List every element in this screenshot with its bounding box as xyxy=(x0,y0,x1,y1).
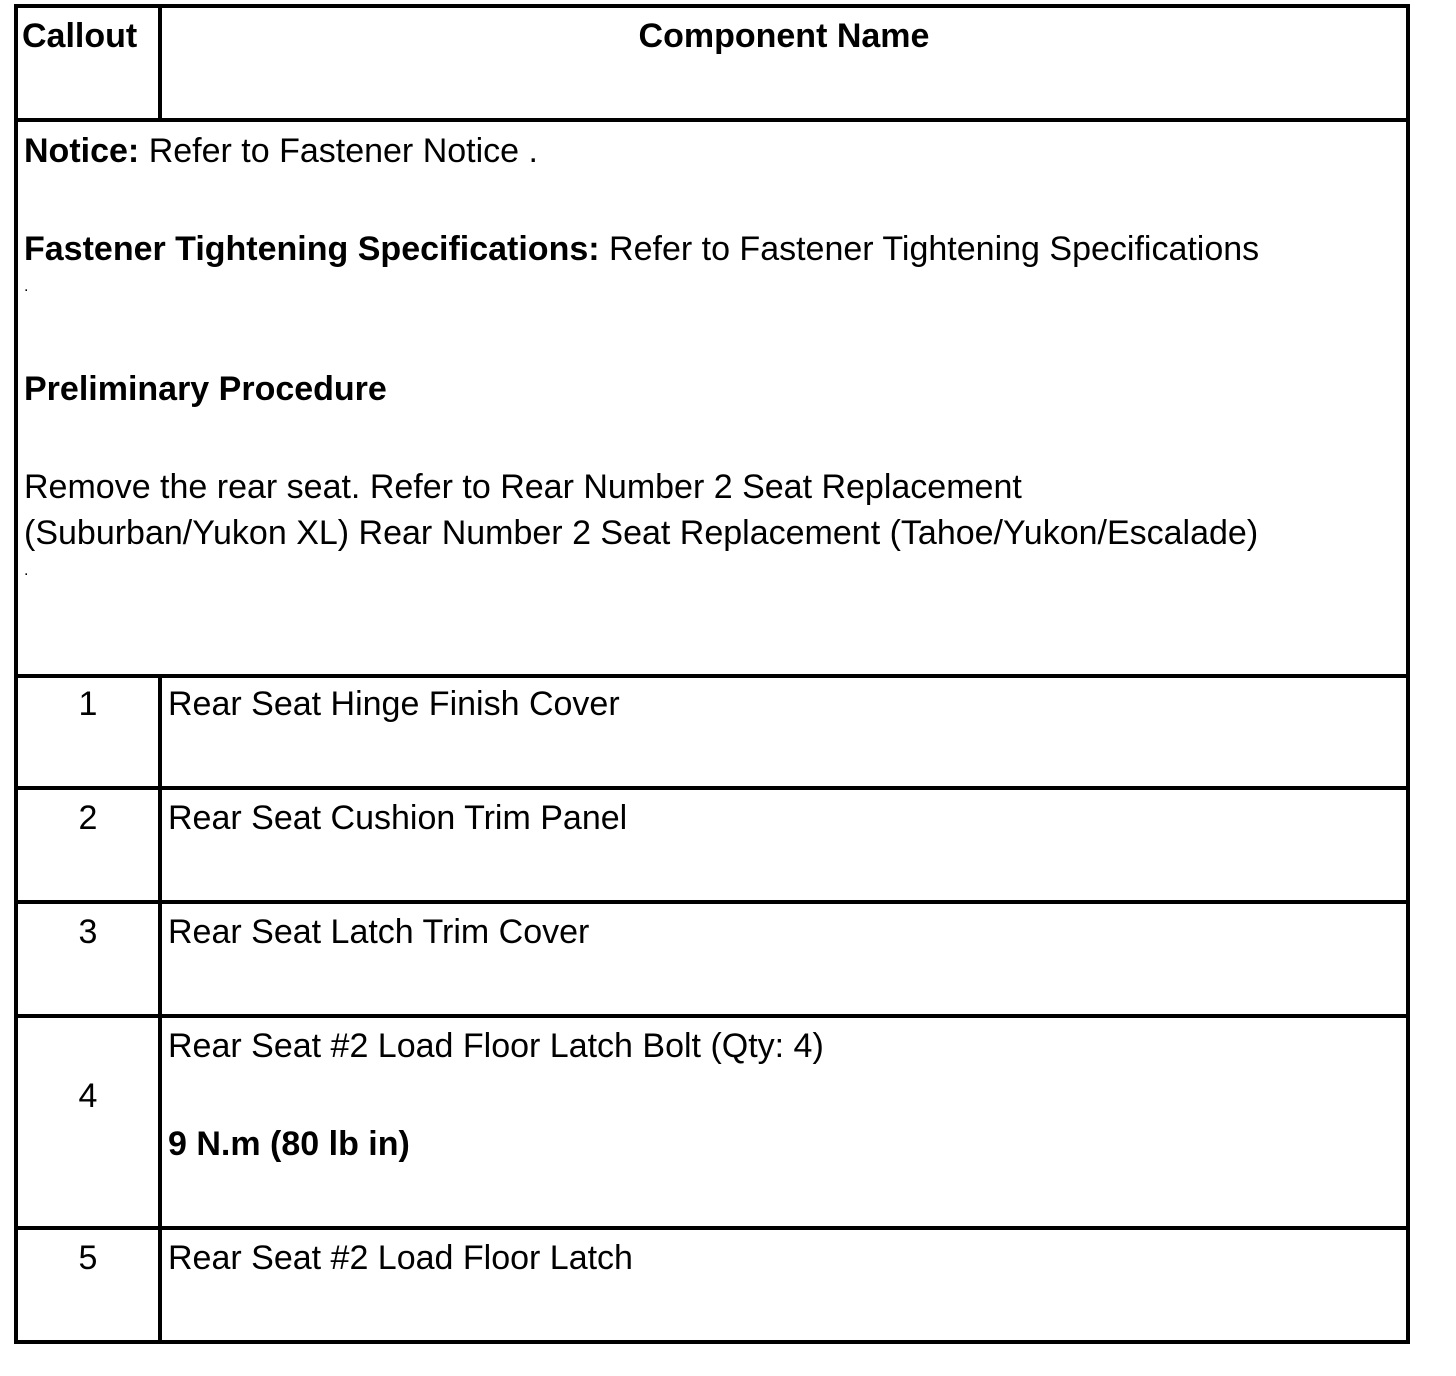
callout-number: 2 xyxy=(78,799,98,837)
column-divider-body xyxy=(158,674,162,1344)
component-name: Rear Seat Latch Trim Cover xyxy=(168,913,590,951)
preliminary-procedure-line-2: (Suburban/Yukon XL) Rear Number 2 Seat Replacement (Tahoe/Yukon/Escalade) xyxy=(24,514,1259,552)
spec-text: Refer to Fastener Tightening Specifications xyxy=(609,230,1260,268)
row-divider xyxy=(18,786,1406,790)
row-divider xyxy=(18,1226,1406,1230)
component-name: Rear Seat #2 Load Floor Latch xyxy=(168,1239,633,1277)
callout-number: 3 xyxy=(78,913,98,951)
component-name: Rear Seat Cushion Trim Panel xyxy=(168,799,628,837)
callout-header: Callout xyxy=(22,17,138,55)
row-divider xyxy=(18,1014,1406,1018)
callout-number: 4 xyxy=(78,1077,98,1115)
preliminary-procedure-heading: Preliminary Procedure xyxy=(24,370,387,408)
preliminary-procedure-line-1: Remove the rear seat. Refer to Rear Number 2 Seat Replacement xyxy=(24,468,1022,506)
component-table xyxy=(14,4,1410,1344)
spec-label: Fastener Tightening Specifications: xyxy=(24,230,600,268)
notice-label: Notice: xyxy=(24,132,140,170)
row-divider xyxy=(18,118,1406,122)
callout-number: 5 xyxy=(78,1239,98,1277)
notice-section xyxy=(24,128,1404,586)
notice-text: Refer to Fastener Notice . xyxy=(148,132,538,170)
component-name-header: Component Name xyxy=(638,17,930,55)
component-name: Rear Seat #2 Load Floor Latch Bolt (Qty: 4) xyxy=(168,1027,824,1065)
preliminary-procedure-period: . xyxy=(24,562,29,579)
callout-number: 1 xyxy=(78,685,98,723)
row-divider xyxy=(18,900,1406,904)
spec-period: . xyxy=(24,278,29,295)
row-divider xyxy=(18,674,1406,678)
component-name: Rear Seat Hinge Finish Cover xyxy=(168,685,620,723)
torque-spec: 9 N.m (80 lb in) xyxy=(168,1125,410,1163)
